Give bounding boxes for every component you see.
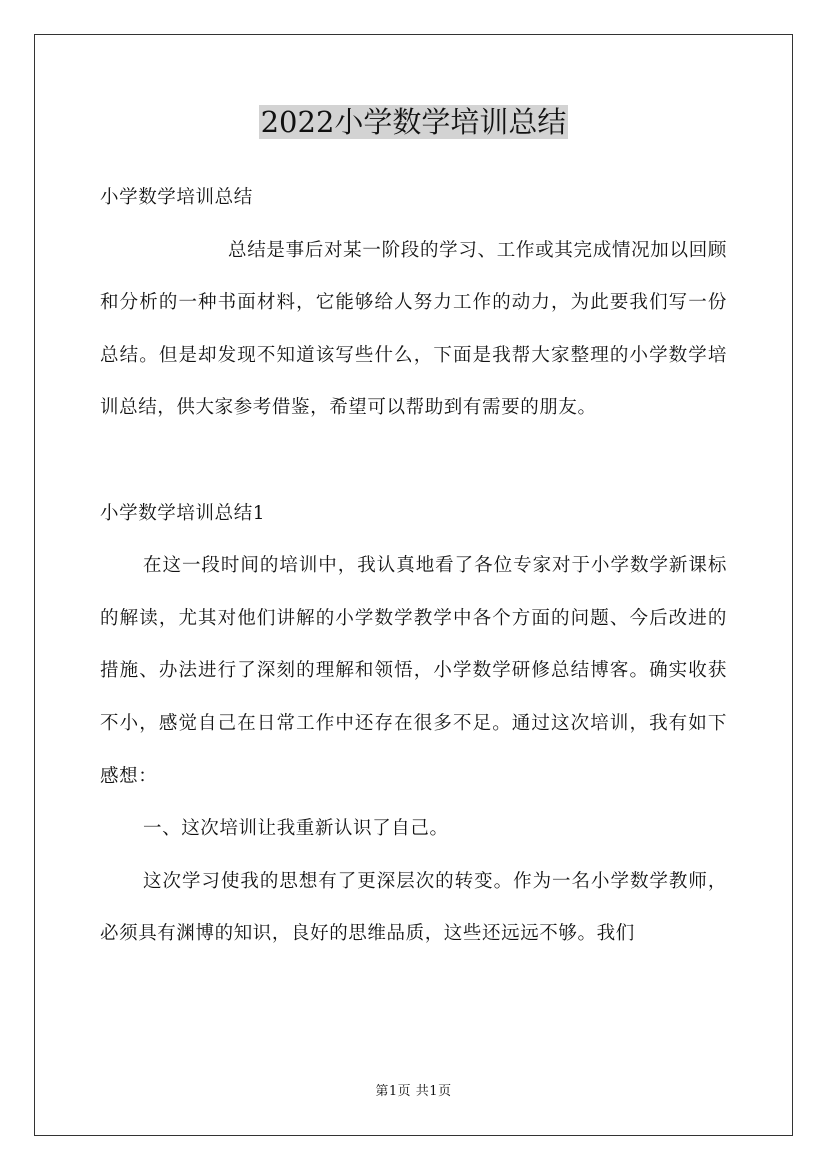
body-paragraph: 在这一段时间的培训中，我认真地看了各位专家对于小学数学新课标的解读，尤其对他们讲解的小学数学教学中各个方面的问题、今后改进的措施、办法进行了深刻的理解和领悟，小学数学研修总结博客。确实收获不小，感觉自己在日常工作中还存在很多不足。通过这次培训，我有如下感想： [100,555,727,787]
page-number: 第1页 共1页 [375,1084,452,1099]
document-title-text: 2022小学数学培训总结 [260,105,567,139]
page-footer [0,1084,827,1100]
subtitle: 小学数学培训总结 [100,187,253,208]
section-heading: 小学数学培训总结1 [100,502,266,524]
intro-paragraph: 总结是事后对某一阶段的学习、工作或其完成情况加以回顾和分析的一种书面材料，它能够给人努力工作的动力，为此要我们写一份总结。但是却发现不知道该写些什么，下面是我帮大家整理的小学数学培训总结，供大家参考借鉴，希望可以帮助到有需要的朋友。 [100,239,727,419]
document-body [100,172,727,961]
body-paragraph: 这次学习使我的思想有了更深层次的转变。作为一名小学数学教师，必须具有渊博的知识，良好的思维品质，这些还远远不够。我们 [100,870,727,945]
point-heading: 一、这次培训让我重新认识了自己。 [143,818,449,840]
paragraph-spacer [100,435,727,488]
document-title [0,100,827,144]
